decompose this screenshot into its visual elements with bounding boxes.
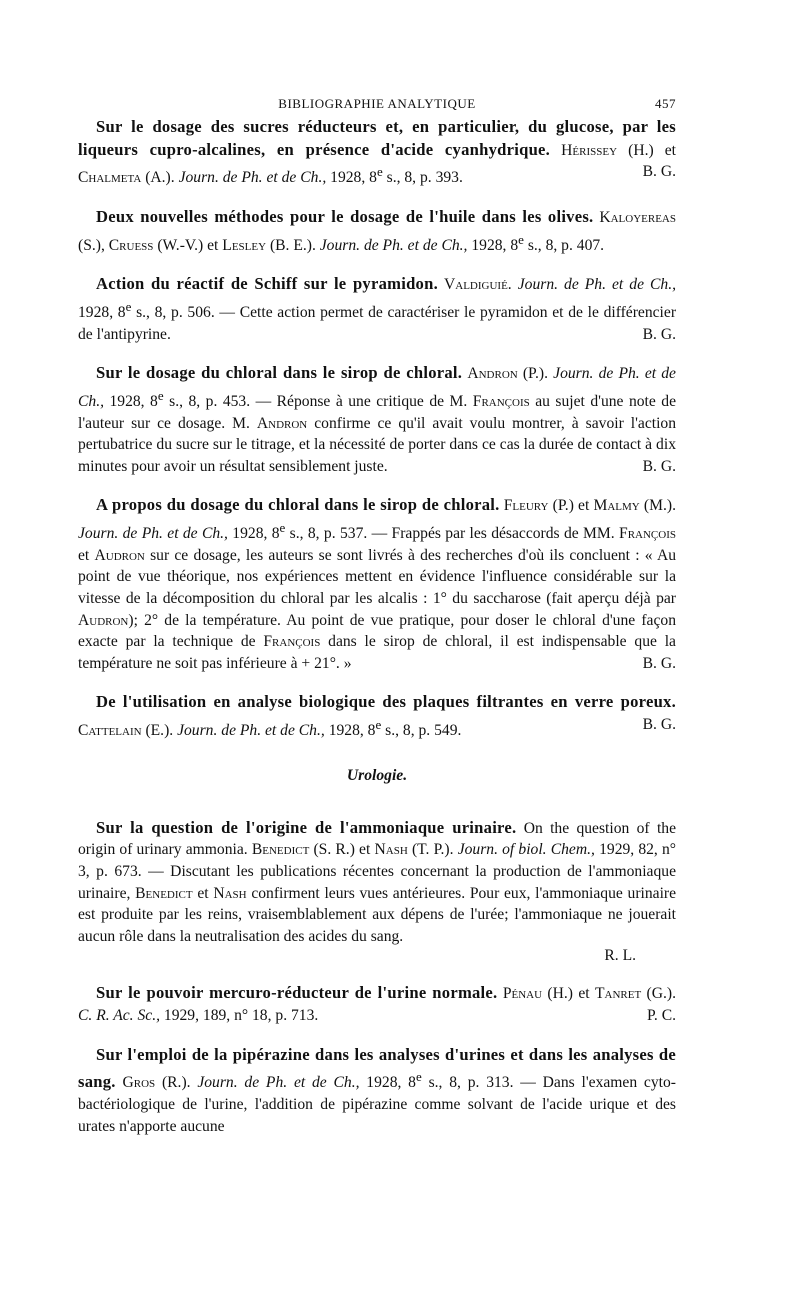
reviewer-signature: B. G. xyxy=(642,716,676,733)
bibliography-entry xyxy=(78,691,676,741)
person-name: Audron xyxy=(94,546,145,564)
bibliography-entry xyxy=(78,982,676,1026)
author-initials: (H.) et xyxy=(628,141,676,159)
running-title: BIBLIOGRAPHIE ANALYTIQUE xyxy=(278,96,476,111)
reference-sup: e xyxy=(125,298,132,314)
reference-detail: 1929, 189, n° 18, p. 713. xyxy=(163,1006,319,1024)
reviewer-signature: B. G. xyxy=(642,325,676,343)
author-name: Kaloyereas xyxy=(599,208,676,226)
running-header xyxy=(78,96,676,116)
entry-title: Sur le dosage des sucres réducteurs et, en particulier, du glucose, par les liqueurs cupro-alcalines, en présence d'acide cyanhydrique. xyxy=(78,117,676,159)
body-text: au sujet d'une note de l'auteur sur ce dosage. M. xyxy=(78,393,677,432)
person-name: Audron xyxy=(78,611,129,629)
reference-year: 1928, 8 xyxy=(366,1074,416,1092)
reference-sup: e xyxy=(376,164,383,180)
author-initials: (P.). xyxy=(522,365,548,383)
section-heading: Urologie. xyxy=(346,766,408,784)
reference-sup: e xyxy=(375,717,382,732)
reference-year: 1928, 8 xyxy=(328,722,376,740)
person-name: Benedict xyxy=(135,884,193,902)
author-initials: (G.). xyxy=(646,985,676,1003)
reference-detail: s., 8, p. 407. xyxy=(527,236,605,254)
journal-name: C. R. Ac. Sc., xyxy=(78,1006,160,1024)
author-name: Malmy xyxy=(593,497,640,515)
body-text: ); 2° de la température. Au point de vue pratique, pour doser le chloral d'une façon exacte par la technique de xyxy=(78,611,676,651)
body-text: sur ce dosage, les auteurs se sont livrés à des recherches d'où ils concluent : « Au point de vue théorique, nos expériences mettent en évidence l'influence considérable sur la vitesse de la décomposition du chloral par les alcalis : 1° du saccharose (fait aperçu déjà par xyxy=(78,546,676,608)
author-name: Fleury xyxy=(503,497,549,515)
journal-name: Journ. de Ph. et de Ch., xyxy=(319,236,468,254)
bibliography-entry xyxy=(78,206,676,256)
entry-title: Sur l'emploi de la pipérazine dans les analyses d'urines et dans les analyses de sang. xyxy=(78,1044,676,1092)
reference-detail: s., 8, p. 313. — Dans l'examen cyto-bactériologique de l'urine, l'addition de pipérazine comme solvant de l'acide urique et des urates n'apporte aucune xyxy=(78,1074,676,1135)
author-name: Tanret xyxy=(594,985,642,1003)
body-text: et xyxy=(197,884,209,902)
entry-title: De l'utilisation en analyse biologique des plaques filtrantes en verre poreux. xyxy=(96,692,676,712)
entry-title: Sur le pouvoir mercuro-réducteur de l'urine normale. xyxy=(96,983,498,1003)
person-name: François xyxy=(263,633,321,651)
author-name: Benedict xyxy=(251,841,310,859)
author-initials: (T. P.). xyxy=(411,841,454,859)
journal-name: Journ. de Ph. et de Ch., xyxy=(178,169,327,187)
reference-detail: s., 8, p. 549. xyxy=(385,722,462,740)
reference-detail: s., 8, p. 506. — Cette action permet de caractériser le pyramidon et de le différencier de l'antipyrine. xyxy=(78,304,677,343)
author-name: Lesley xyxy=(222,236,267,254)
author-initials: (R.). xyxy=(161,1074,191,1092)
journal-name: Journ. de Ph. et de Ch., xyxy=(78,525,228,543)
author-initials: (H.) et xyxy=(547,985,590,1003)
person-name: Nash xyxy=(213,884,247,902)
reference-detail: s., 8, p. 537. — Frappés par les désaccords de MM. xyxy=(289,525,615,543)
entry-subtitle: On the question of the origin of urinary ammonia. xyxy=(78,819,676,859)
journal-name: Journ. de Ph. et de Ch., xyxy=(177,722,325,740)
reference-year: 1928, 8 xyxy=(232,525,280,543)
journal-name: Journ. de Ph. et de Ch., xyxy=(78,365,676,411)
reference-year: 1928, 8 xyxy=(330,169,377,187)
bibliography-entry xyxy=(78,362,676,477)
page-number: 457 xyxy=(655,96,676,111)
body-text: dans le sirop de chloral, il est indispensable que la température ne soit pas inférieure à + 21°. » xyxy=(78,633,676,672)
reviewer-signature: R. L. xyxy=(604,947,636,965)
person-name: François xyxy=(472,393,530,411)
author-name: Valdiguié. xyxy=(444,276,512,294)
journal-name: Journ. de Ph. et de Ch., xyxy=(197,1074,360,1092)
person-name: Andron xyxy=(256,414,308,432)
author-name: Chalmeta xyxy=(78,169,142,187)
person-name: François xyxy=(619,525,676,543)
bibliography-entry xyxy=(78,494,676,674)
reviewer-signature: B. G. xyxy=(642,163,676,181)
entry-title: Sur le dosage du chloral dans le sirop de chloral. xyxy=(96,363,463,383)
reference-year: 1928, 8 xyxy=(78,304,126,322)
author-initials: (B. E.). xyxy=(269,236,316,254)
author-name: Andron xyxy=(467,365,518,383)
journal-name: Journ. of biol. Chem., xyxy=(457,841,595,859)
body-text: confirme ce qu'il avait voulu montrer, à savoir l'action pertubatrice du sucre sur le titrage, et la nécessité de porter dans ce cas la durée de contact à dix minutes pour avoir un résultat sensiblement juste. xyxy=(78,414,676,475)
author-initials: (M.). xyxy=(643,497,676,515)
reference-sup: e xyxy=(415,1069,422,1085)
reference-year: 1928, 8 xyxy=(471,236,519,254)
reference-sup: e xyxy=(518,231,524,247)
bibliography-entry xyxy=(78,817,676,948)
author-name: Cattelain xyxy=(78,722,142,740)
author-initials: (S.), xyxy=(78,236,105,254)
bibliography-entry xyxy=(78,273,676,345)
entry-title: Action du réactif de Schiff sur le pyramidon. xyxy=(96,274,438,294)
author-initials: (S. R.) et xyxy=(313,841,371,859)
bibliography-entry xyxy=(78,116,676,189)
entry-title: Sur la question de l'origine de l'ammoniaque urinaire. xyxy=(96,817,517,837)
bibliography-entry xyxy=(78,1044,676,1138)
author-name: Nash xyxy=(374,841,408,859)
body-text: et xyxy=(78,546,90,564)
author-initials: (W.-V.) et xyxy=(157,236,219,254)
author-name: Hérissey xyxy=(561,141,618,159)
reference-detail: s., 8, p. 453. — Réponse à une critique de M. xyxy=(169,393,468,411)
body-text: confirment leurs vues antérieures. Pour eux, l'ammoniaque urinaire est produite par les reins, vraisemblablement aux dépens de l'urée; l'ammoniaque ne jouerait aucun rôle dans la neutralisation des acides du sang. xyxy=(78,884,677,945)
author-name: Pénau xyxy=(502,985,543,1003)
author-name: Cruess xyxy=(108,236,154,254)
page-body xyxy=(78,96,676,1154)
reviewer-signature: B. G. xyxy=(642,654,676,672)
reference-sup: e xyxy=(157,387,164,403)
reviewer-signature: B. G. xyxy=(642,457,676,475)
author-name: Gros xyxy=(122,1074,156,1092)
reviewer-signature: P. C. xyxy=(646,1006,676,1024)
author-initials: (P.) et xyxy=(552,497,590,515)
reference-year: 1928, 8 xyxy=(109,393,158,411)
journal-name: Journ. de Ph. et de Ch., xyxy=(517,276,677,294)
reference-detail: s., 8, p. 393. xyxy=(386,169,463,187)
reference-detail: 1929, 82, n° 3, p. 673. — Discutant les publications récentes concernant la production de l'ammoniaque urinaire, xyxy=(78,841,677,902)
author-initials: (E.). xyxy=(145,722,174,740)
author-initials: (A.). xyxy=(145,169,175,187)
reference-sup: e xyxy=(279,520,286,536)
entry-title: A propos du dosage du chloral dans le sirop de chloral. xyxy=(96,495,500,515)
entry-title: Deux nouvelles méthodes pour le dosage de l'huile dans les olives. xyxy=(96,206,594,226)
